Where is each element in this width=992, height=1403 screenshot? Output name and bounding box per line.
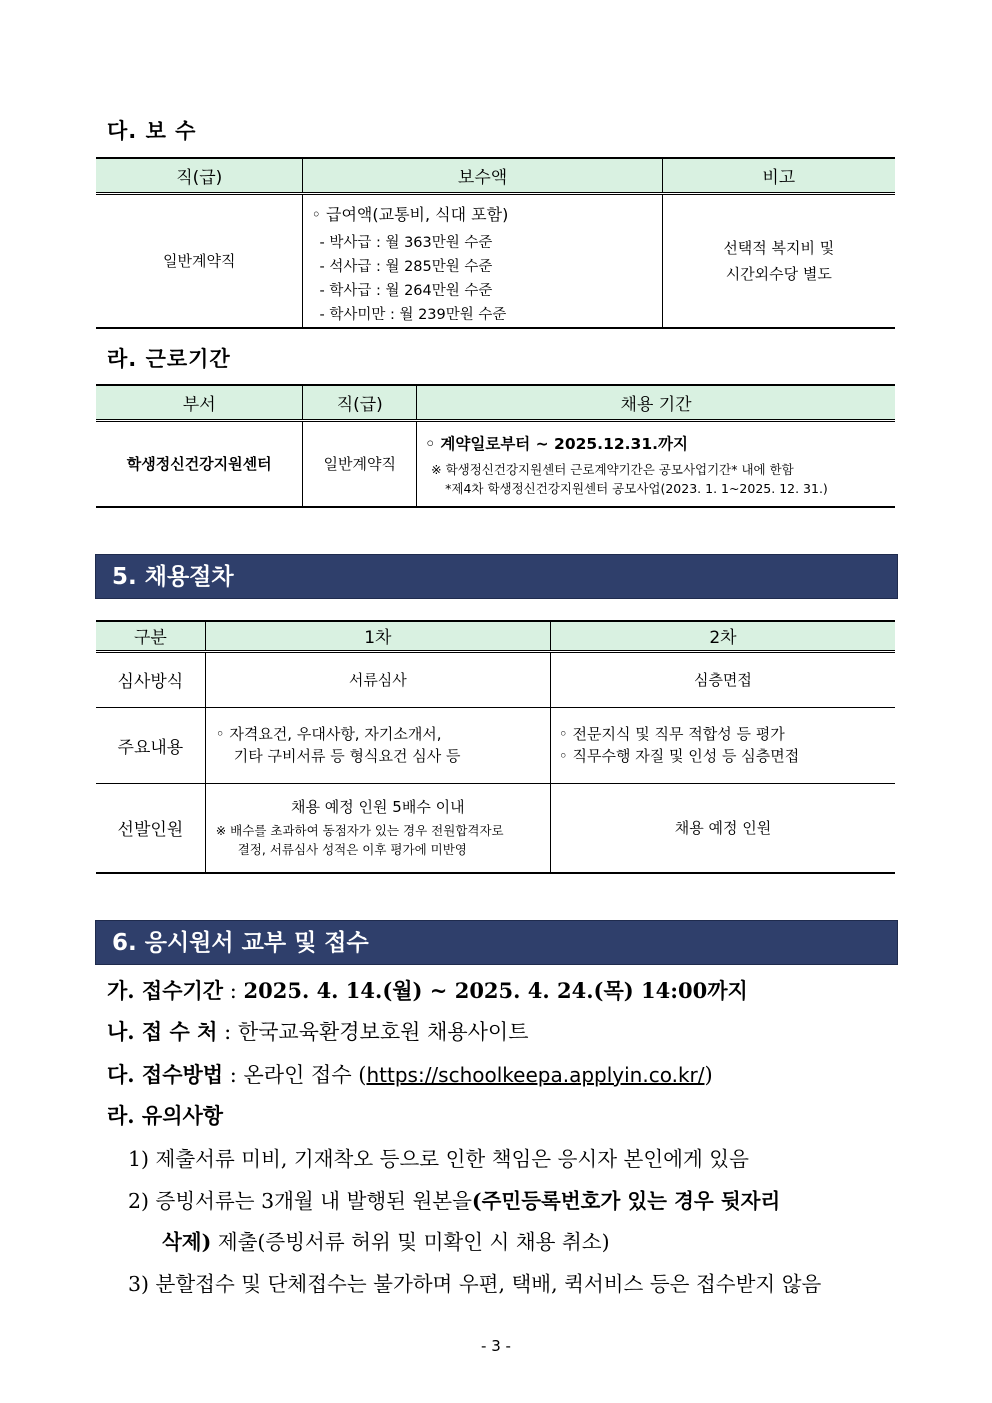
header-pay: 보수액 bbox=[303, 158, 662, 193]
separator: : bbox=[217, 1020, 238, 1044]
row-label: 심사방식 bbox=[96, 651, 205, 707]
apply-url-link[interactable]: https://schoolkeepa.applyin.co.kr/ bbox=[366, 1063, 705, 1087]
apply-place-label: 나. 접 수 처 bbox=[107, 1019, 218, 1044]
apply-method-label: 다. 접수방법 bbox=[107, 1062, 224, 1087]
section-band-application: 6. 응시원서 교부 및 접수 bbox=[95, 920, 898, 965]
note-item-3: 3) 분할접수 및 단체접수는 불가하며 우편, 택배, 퀵서비스 등은 접수받지 않음 bbox=[128, 1272, 822, 1296]
stage2-line: ◦ 직무수행 자질 및 인성 등 심층면접 bbox=[558, 747, 800, 765]
apply-period-label: 가. 접수기간 bbox=[107, 978, 224, 1003]
pay-note-line: 선택적 복지비 및 bbox=[723, 238, 835, 257]
period-dept: 학생정신건강지원센터 bbox=[96, 420, 303, 507]
stage2-cell: 심층면접 bbox=[693, 671, 752, 689]
period-line-footnote: *제4차 학생정신건강지원센터 공모사업(2023. 1. 1~2025. 12. 31.) bbox=[445, 480, 828, 496]
period-grade: 일반계약직 bbox=[303, 420, 417, 507]
header-dept: 부서 bbox=[96, 385, 303, 420]
note-2-bold: (주민등록번호가 있는 경우 뒷자리 bbox=[471, 1189, 781, 1213]
apply-period-line bbox=[107, 976, 748, 1006]
note-item-1: 1) 제출서류 미비, 기재착오 등으로 인한 책임은 응시자 본인에게 있음 bbox=[128, 1147, 749, 1171]
pay-grade: 일반계약직 bbox=[96, 193, 303, 328]
note-2-text-cont: 제출(증빙서류 허위 및 미확인 시 채용 취소) bbox=[211, 1230, 610, 1254]
separator: : bbox=[223, 1063, 244, 1087]
procedure-table bbox=[96, 620, 895, 874]
stage2-line: ◦ 전문지식 및 직무 적합성 등 평가 bbox=[558, 725, 785, 743]
pay-title: ◦ 급여액(교통비, 식대 포함) bbox=[311, 204, 509, 224]
page-number: - 3 - bbox=[481, 1337, 511, 1355]
apply-period-value: 2025. 4. 14.(월) ~ 2025. 4. 24.(목) 14:00까지 bbox=[243, 978, 748, 1003]
stage1-line: 채용 예정 인원 5배수 이내 bbox=[291, 798, 465, 817]
pay-table bbox=[96, 157, 895, 329]
pay-line: - 학사급 : 월 264만원 수준 bbox=[319, 282, 493, 299]
header-period: 채용 기간 bbox=[417, 385, 895, 420]
header-grade: 직(급) bbox=[96, 158, 303, 193]
apply-method-line bbox=[107, 1060, 713, 1090]
apply-method-close: ) bbox=[704, 1063, 713, 1087]
note-2-text: 2) 증빙서류는 3개월 내 발행된 원본을 bbox=[128, 1189, 472, 1213]
header-category: 구분 bbox=[96, 621, 205, 651]
pay-line: - 박사급 : 월 363만원 수준 bbox=[319, 234, 493, 251]
separator: : bbox=[223, 979, 244, 1003]
period-table bbox=[96, 384, 895, 508]
note-item-2-cont bbox=[162, 1227, 610, 1257]
apply-method-value: 온라인 접수 ( bbox=[243, 1063, 367, 1087]
header-stage2: 2차 bbox=[550, 621, 895, 651]
section-heading-pay: 다. 보 수 bbox=[107, 119, 197, 143]
stage1-note: 결정, 서류심사 성적은 이후 평가에 미반영 bbox=[237, 842, 467, 858]
row-label: 주요내용 bbox=[96, 707, 205, 783]
header-stage1: 1차 bbox=[205, 621, 550, 651]
apply-notes-label bbox=[107, 1101, 223, 1131]
stage2-cell: 채용 예정 인원 bbox=[674, 819, 772, 838]
note-item-2 bbox=[128, 1186, 780, 1216]
section-heading-period: 라. 근로기간 bbox=[107, 347, 231, 371]
pay-line: - 학사미만 : 월 239만원 수준 bbox=[319, 306, 507, 323]
stage1-note: ※ 배수를 초과하여 동점자가 있는 경우 전원합격자로 bbox=[215, 823, 504, 839]
header-grade: 직(급) bbox=[303, 385, 417, 420]
stage1-cell: 서류심사 bbox=[205, 651, 550, 707]
period-line-note: ※ 학생정신건강지원센터 근로계약기간은 공모사업기간* 내에 한함 bbox=[431, 461, 794, 477]
row-label: 선발인원 bbox=[96, 783, 205, 873]
header-note: 비고 bbox=[662, 158, 895, 193]
stage1-line: ◦ 자격요건, 우대사항, 자기소개서, bbox=[215, 725, 442, 743]
section-band-procedure: 5. 채용절차 bbox=[95, 554, 898, 599]
apply-place-line bbox=[107, 1017, 529, 1047]
notes-label: 라. 유의사항 bbox=[107, 1103, 224, 1128]
note-2-bold-cont: 삭제) bbox=[162, 1230, 212, 1254]
apply-place-value: 한국교육환경보호원 채용사이트 bbox=[237, 1020, 529, 1044]
period-line-main: ◦ 계약일로부터 ~ 2025.12.31.까지 bbox=[425, 434, 688, 453]
stage1-line: 기타 구비서류 등 형식요건 심사 등 bbox=[233, 747, 461, 765]
pay-note-line: 시간외수당 별도 bbox=[725, 264, 832, 283]
pay-line: - 석사급 : 월 285만원 수준 bbox=[319, 258, 493, 275]
